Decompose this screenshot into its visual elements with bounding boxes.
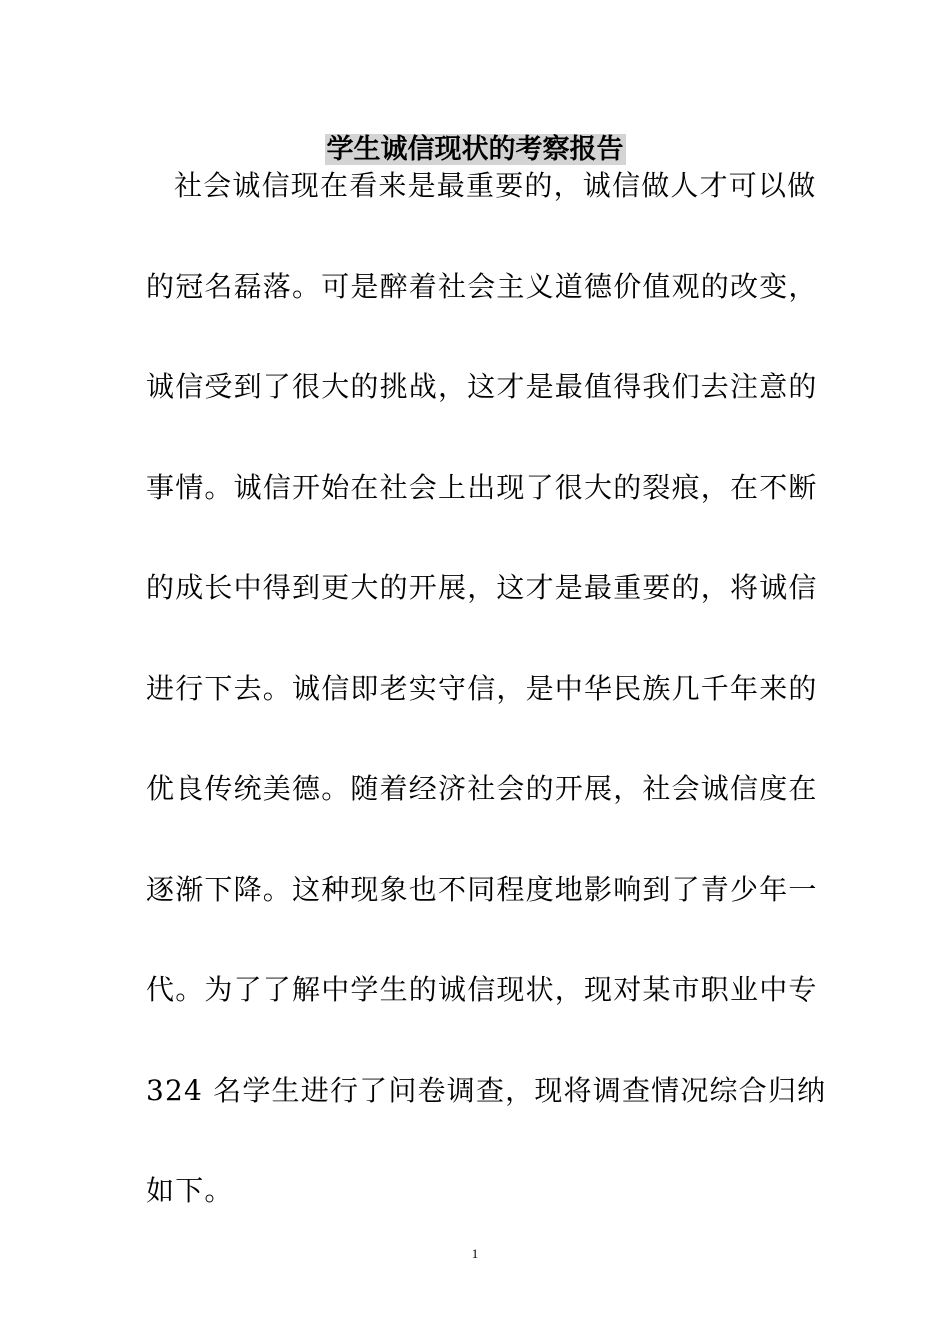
body-line: 的冠名磊落。可是醉着社会主义道德价值观的改变，: [146, 269, 818, 303]
body-line: 324 名学生进行了问卷调查，现将调查情况综合归纳: [146, 1073, 827, 1107]
body-line: 如下。: [146, 1174, 234, 1207]
document-title: [0, 130, 950, 170]
document-title-text: 学生诚信现状的考察报告: [326, 134, 624, 165]
body-line: 代。为了了解中学生的诚信现状，现对某市职业中专: [146, 973, 818, 1006]
body-line: 进行下去。诚信即老实守信，是中华民族几千年来的: [146, 671, 818, 705]
document-body: [146, 169, 827, 1276]
body-line: 社会诚信现在看来是最重要的，诚信做人才可以做: [174, 169, 817, 202]
body-line: 诚信受到了很大的挑战，这才是最值得我们去注意的: [146, 370, 818, 403]
body-line: 的成长中得到更大的开展，这才是最重要的，将诚信: [146, 571, 818, 604]
body-line: 优良传统美德。随着经济社会的开展，社会诚信度在: [146, 772, 818, 805]
body-line: 逐渐下降。这种现象也不同程度地影响到了青少年一: [146, 872, 818, 906]
body-line: 事情。诚信开始在社会上出现了很大的裂痕，在不断: [146, 470, 818, 504]
page-number: 1: [471, 1246, 479, 1261]
